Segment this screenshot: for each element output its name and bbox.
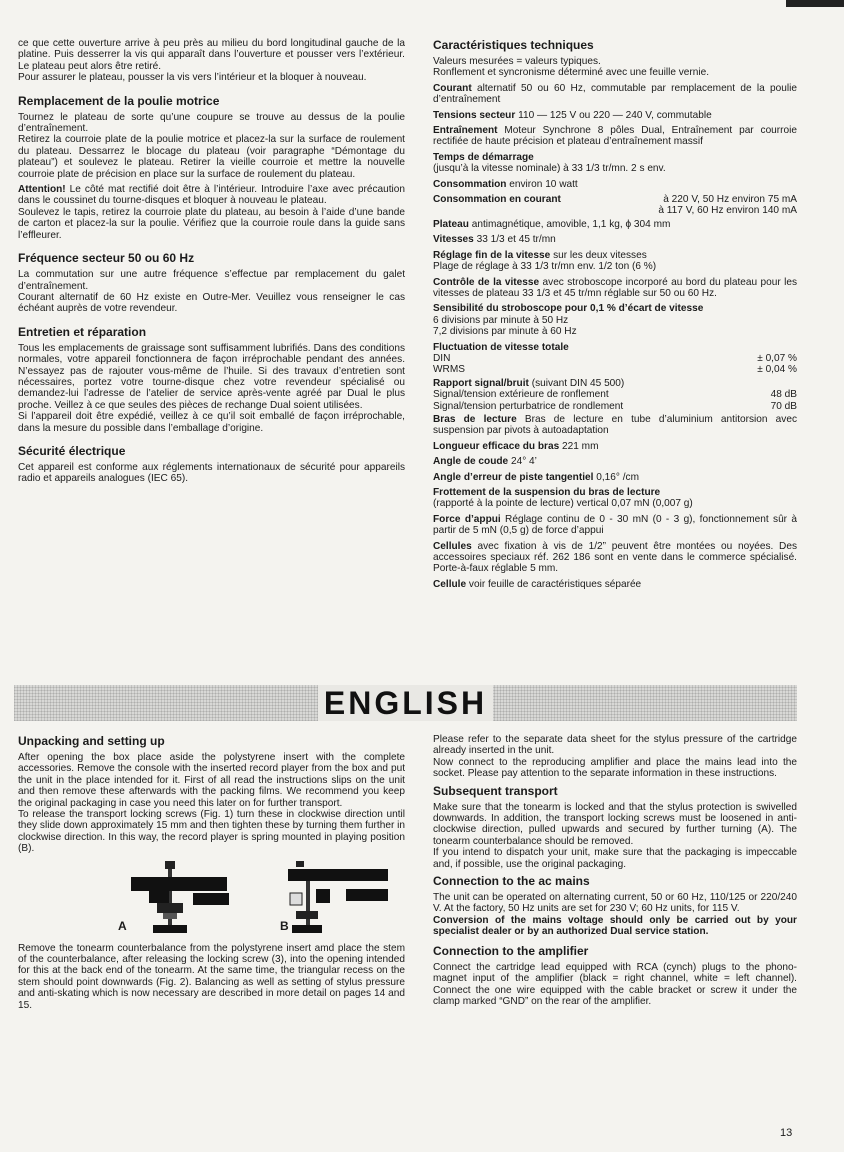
spec-bras [433, 414, 797, 437]
spec-value: 24° 4’ [510, 456, 537, 468]
spec-label: Contrôle de la vitesse [433, 276, 540, 288]
spec-sublabel: WRMS [433, 364, 465, 376]
spec-value: 7,2 divisions par minute à 60 Hz [433, 326, 577, 338]
paragraph: Pour assurer le plateau, pousser la vis vers l’intérieur et la bloquer à nouveau. [18, 72, 367, 84]
spec-value: Réglage continu de 0 - 30 mN (0 - 3 g), fonctionnement sûr à partir de 5 mN (0,5 g) de force d’appui [433, 513, 797, 537]
spec-value: 48 dB [770, 389, 797, 401]
spec-label: Longueur efficace du bras [433, 440, 560, 452]
paragraph: Please refer to the separate data sheet for the stylus pressure of the cartridge already inserted in the unit. [433, 734, 797, 757]
spec-label: Temps de démarrage [433, 151, 534, 163]
spec-value: 70 dB [770, 400, 797, 412]
spec-value: Moteur Synchrone 8 pôles Dual, Entraînement par courroie rectifiée de haute précision et plateau d’entraînement massif [433, 125, 797, 148]
spec-label: Courant [433, 82, 472, 94]
spec-value: Plage de réglage à 33 1/3 tr/mn env. 1/2 ton (6 %) [433, 261, 657, 273]
paragraph: Retirez la courroie plate de la poulie motrice et placez-la sur la surface de roulement du plateau. Dessarrez le blocage du plateau (voir paragraphe “Démontage du plateau”) et soulevez le plateau. Retirer la vieille courroie et mettre la nouvelle courroie plate de précision en place sur la surface de roulement du plateau. [18, 134, 405, 180]
spec-fluctuation [433, 342, 797, 376]
paragraph [18, 184, 405, 207]
section-heading: Unpacking and setting up [18, 734, 165, 748]
spec-label: Rapport signal/bruit [433, 377, 529, 389]
spec-value: 221 mm [562, 440, 599, 452]
paragraph: Soulevez le tapis, retirez la courroie plate du plateau, au besoin à l’aide d’une bande de carton et placez-la sur la poulie. Vérifiez que la courroie roule dans la guide sans l’effleurer. [18, 206, 405, 241]
spec-label: Vitesses [433, 234, 474, 246]
spec-value: antimagnétique, amovible, 1,1 kg, ϕ 304 mm [471, 218, 671, 230]
figure-label-a: A [118, 918, 127, 933]
spec-label: Plateau [433, 218, 469, 230]
paragraph: Tous les emplacements de graissage sont suffisamment lubrifiés. Dans des conditions normales, votre appareil fonctionnera de façon irréprochable pendant des années. N’essayez pas de rajouter vous-même de l’huile. Si des travaux d’entretien sont nécessaires, portez votre tourne-disque chez votre revendeur spécialisé ou demandez-lui l’adresse de l’atelier de service après-vente agréé par Dual le plus proche. Veillez à ce que seules des pièces de rechange Dual soient utilisées. [18, 342, 405, 411]
spec-label: Force d’appui [433, 513, 501, 525]
spec-label: Cellules [433, 540, 472, 552]
spec-coude [433, 456, 797, 467]
spec-longueur [433, 441, 797, 452]
paragraph: To release the transport locking screws (Fig. 1) turn these in clockwise direction until they slide down approximately 15 mm and then tighten these by turning them further in clockwise direction. In this way, the record player is spring mounted in playing position (B). [18, 809, 405, 855]
spec-reglage [433, 250, 797, 273]
spec-value: Bras de lecture en tube d’aluminium antitorsion avec suspension par pivots à autoadaptation [433, 413, 798, 437]
paragraph-text: Le côté mat rectifié doit être à l’intérieur. Introduire l’axe avec précaution dans le coussinet du tourne-disques et bloquer à nouveau le plateau. [18, 184, 405, 207]
section-heading: Connection to the ac mains [433, 874, 590, 889]
paragraph: Cet appareil est conforme aux réglements internationaux de sécurité pour appareils radio et appareils analogues (IEC 65). [18, 461, 405, 485]
spec-label: Cellule [433, 578, 467, 590]
english-right-column [433, 734, 797, 1011]
spec-consommation-courant [433, 194, 797, 217]
spec-label: Réglage fin de la vitesse [433, 249, 551, 261]
spec-vitesses [433, 234, 797, 245]
section-heading: Remplacement de la poulie motrice [18, 93, 220, 108]
spec-value: environ 10 watt [509, 178, 578, 190]
spec-value: (jusqu’à la vitesse nominale) à 33 1/3 tr/mn. 2 s env. [433, 163, 666, 175]
spec-label: Bras de lecture [433, 413, 517, 425]
french-left-column [18, 38, 405, 489]
spec-value: 33 1/3 et 45 tr/mn [476, 234, 556, 246]
spec-frottement [433, 487, 797, 510]
paragraph: Make sure that the tonearm is locked and that the stylus protection is swivelled downwards. In addition, the transport locking screws must be loosened in anti-clockwise direction, pulled upwards and secured by further turning (A). The tonearm counterbalance should be removed. [433, 801, 797, 847]
french-right-column [433, 38, 797, 594]
spec-value: à 117 V, 60 Hz environ 140 mA [658, 205, 797, 217]
spec-label: Fluctuation de vitesse totale [433, 341, 569, 353]
spec-tensions [433, 110, 797, 121]
figure-a-illustration [113, 859, 243, 937]
spec-label: Angle d’erreur de piste tangentiel [433, 471, 594, 483]
paragraph: Courant alternatif de 60 Hz existe en Outre-Mer. Veuillez vous renseigner le cas échéant auprès de votre revendeur. [18, 291, 405, 315]
paragraph: Ronflement et syncronisme déterminé avec une feuille vernie. [433, 67, 710, 79]
spec-sensibilite [433, 303, 797, 337]
spec-cellule [433, 579, 797, 590]
spec-value: 0,16° /cm [596, 471, 639, 483]
figure-locking-screws [18, 859, 405, 939]
paragraph: Conversion of the mains voltage should only be carried out by your specialist dealer or by an authorized Dual service station. [433, 914, 797, 938]
figure-label-b: B [280, 918, 289, 933]
english-left-column [18, 734, 405, 1015]
spec-value: voir feuille de caractéristiques séparée [468, 578, 642, 590]
attention-label: Attention! [18, 184, 66, 196]
spec-entrainement [433, 125, 797, 148]
spec-sublabel: Signal/tension extérieure de ronflement [433, 389, 609, 401]
paragraph: Tournez le plateau de sorte qu’une coupure se trouve au dessus de la poulie d’entraînement. [18, 111, 405, 135]
paragraph: After opening the box place aside the polystyrene insert with the complete accessories. Remove the console with the inserted record player from the box and put the unit in the place intended for it. First of all read the instructions slips on the unit and then remove these afterwards with the packing films. We recommend you keep the original packaging in case you need this later on for further transport. [18, 752, 405, 809]
spec-controle [433, 277, 797, 300]
section-heading: Connection to the amplifier [433, 943, 589, 958]
section-heading: Fréquence secteur 50 ou 60 Hz [18, 251, 195, 266]
spec-value: avec fixation à vis de 1/2” peuvent être montées ou noyées. Des accessoires speciaux réf. 262 186 sont en vente dans le commerce spécialisé. Porte-à-faux réglable 5 mm. [433, 540, 798, 575]
spec-demarrage [433, 152, 797, 175]
paragraph: Remove the tonearm counterbalance from the polystyrene insert amd place the stem of the counterbalance, after releasing the locking screw (3), into the opening intended for this at the back end of the tonearm. At the same time, the triangular recess on the stem should point downwards (Fig. 2). Balancing as well as setting of stylus pressure and anti-skating which is now necessary are described in more detail on pages 14 and 15. [18, 942, 405, 1011]
spec-courant [433, 83, 797, 106]
spec-plateau [433, 219, 797, 230]
section-heading: Subsequent transport [433, 783, 558, 798]
spec-label: Consommation [433, 178, 507, 190]
paragraph: Si l’appareil doit être expédié, veillez à ce qu’il soit emballé de façon irréprochable, dans la mesure du possible dans l’emballage d’origine. [18, 411, 405, 434]
spec-value: (suivant DIN 45 500) [531, 377, 625, 389]
spec-value: avec stroboscope incorporé au bord du plateau pour les vitesses de plateau 33 1/3 et 45 tr/mn réglable sur 50 ou 60 Hz. [433, 276, 797, 299]
spec-cellules [433, 541, 797, 575]
spec-force [433, 514, 797, 537]
paragraph: The unit can be operated on alternating current, 50 or 60 Hz, 110/125 or 220/240 V. At the factory, 50 Hz units are set for 230 V; 60 Hz units, for 115 V. [433, 892, 797, 915]
corner-mark [786, 0, 844, 7]
spec-label: Sensibilité du stroboscope pour 0,1 % d’écart de vitesse [433, 303, 704, 315]
spec-value: 6 divisions par minute à 50 Hz [433, 314, 569, 326]
spec-label: Tensions secteur [433, 109, 516, 121]
language-banner [14, 685, 797, 721]
spec-label: Angle de coude [433, 456, 509, 468]
spec-value: ± 0,07 % [757, 352, 797, 364]
section-heading: Entretien et réparation [18, 324, 147, 339]
spec-value: 110 — 125 V ou 220 — 240 V, commutable [518, 109, 712, 121]
spec-label: Consommation en courant [433, 194, 561, 206]
spec-value: sur les deux vitesses [553, 249, 647, 261]
spec-value: (rapporté à la pointe de lecture) vertical 0,07 mN (0,007 g) [433, 498, 693, 510]
spec-sublabel: DIN [433, 352, 451, 364]
paragraph: ce que cette ouverture arrive à peu près au milieu du bord longitudinal gauche de la platine. Puis desserrer la vis qui apparaît dans l’ouverture et pousser vers l’extérieur. Le plateau peut alors être retiré. [18, 38, 405, 72]
paragraph: If you intend to dispatch your unit, make sure that the packaging is impeccable and, if possible, use the original packaging. [433, 847, 797, 870]
spec-sublabel: Signal/tension perturbatrice de rondlement [433, 400, 624, 412]
figure-b-illustration [276, 859, 406, 937]
spec-consommation [433, 179, 797, 190]
section-heading: Caractéristiques techniques [433, 38, 594, 52]
spec-value: alternatif 50 ou 60 Hz, commutable par remplacement de la poulie d’entraînement [433, 82, 797, 106]
page-number: 13 [780, 1127, 793, 1139]
paragraph: Connect the cartridge lead equipped with RCA (cynch) plugs to the phono-magnet input of the amplifier (black = right channel, white = left channel). Connect the one wire equipped with the cable bracket or screw it under the clamp marked “GND” on the rear of the amplifier. [433, 961, 797, 1007]
section-heading: Sécurité électrique [18, 443, 126, 458]
paragraph: La commutation sur une autre fréquence s’effectue par remplacement du galet d’entraînement. [18, 269, 405, 292]
spec-label: Entraînement [433, 125, 498, 137]
spec-value: ± 0,04 % [757, 364, 797, 376]
banner-title: ENGLISH [318, 685, 493, 721]
spec-label: Frottement de la suspension du bras de lecture [433, 487, 661, 498]
paragraph: Now connect to the reproducing amplifier and place the mains lead into the socket. Please pay attention to the separate information in these instructions. [433, 756, 797, 780]
spec-erreur [433, 472, 797, 483]
spec-value: à 220 V, 50 Hz environ 75 mA [663, 194, 797, 206]
spec-rapport [433, 378, 797, 412]
paragraph: Valeurs mesurées = valeurs typiques. [433, 56, 601, 67]
